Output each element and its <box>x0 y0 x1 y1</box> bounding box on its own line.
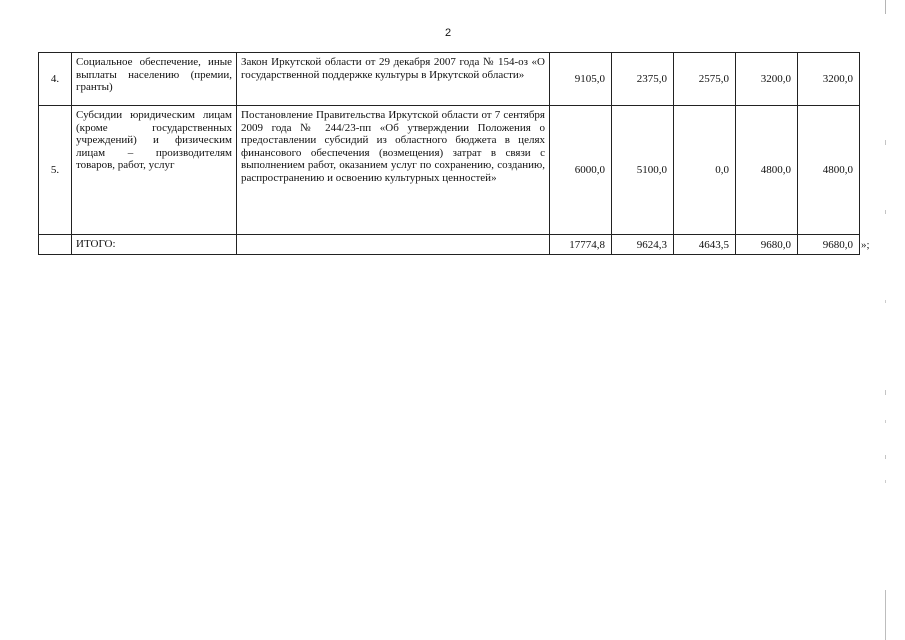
row-number: 5. <box>39 106 72 235</box>
total-value-cell: 4643,5 <box>674 235 736 255</box>
table-row <box>39 106 860 235</box>
budget-table <box>38 52 860 255</box>
total-row <box>39 235 860 255</box>
expense-name: Субсидии юридическим лицам (кроме государственных учреждений) и физическим лицам – производителям товаров, работ, услуг <box>72 106 237 235</box>
total-label: ИТОГО: <box>72 235 237 255</box>
value-cell: 2575,0 <box>674 53 736 106</box>
row-number <box>39 235 72 255</box>
row-number: 4. <box>39 53 72 106</box>
value-cell: 3200,0 <box>798 53 860 106</box>
value-cell: 6000,0 <box>550 106 612 235</box>
legal-basis: Постановление Правительства Иркутской области от 7 сентября 2009 года № 244/23-пп «Об утверждении Положения о предоставлении субсидий из областного бюджета в целях финансового обеспечения (возмещения) затрат в связи с выполнением работ, оказанием услуг по сохранению, созданию, распространению и освоению культурных ценностей» <box>237 106 550 235</box>
total-value-cell: 9680,0 <box>798 235 860 255</box>
legal-basis: Закон Иркутской области от 29 декабря 2007 года № 154-оз «О государственной поддержке культуры в Иркутской области» <box>237 53 550 106</box>
page-number: 2 <box>444 27 452 39</box>
table-row <box>39 53 860 106</box>
scan-edge-marks <box>884 0 887 640</box>
value-cell: 9105,0 <box>550 53 612 106</box>
value-cell: 4800,0 <box>736 106 798 235</box>
value-cell: 2375,0 <box>612 53 674 106</box>
total-value-cell: 9680,0 <box>736 235 798 255</box>
expense-name: Социальное обеспечение, иные выплаты населению (премии, гранты) <box>72 53 237 106</box>
total-value-cell: 17774,8 <box>550 235 612 255</box>
total-value-cell: 9624,3 <box>612 235 674 255</box>
closing-quote-mark: »; <box>861 239 870 251</box>
value-cell: 0,0 <box>674 106 736 235</box>
value-cell: 3200,0 <box>736 53 798 106</box>
value-cell: 5100,0 <box>612 106 674 235</box>
legal-basis <box>237 235 550 255</box>
value-cell: 4800,0 <box>798 106 860 235</box>
